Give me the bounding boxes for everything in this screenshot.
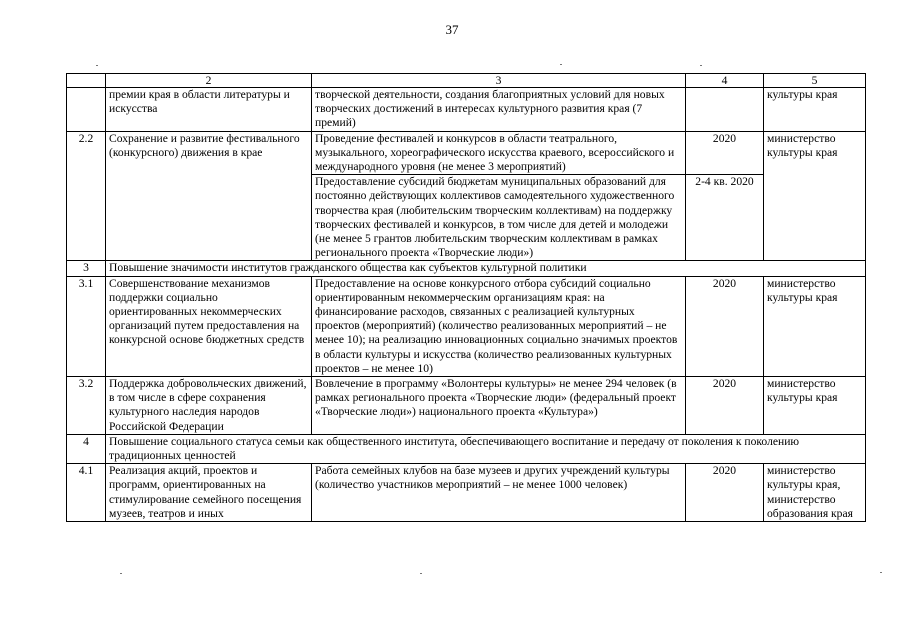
activity-term: 2020 [686,377,764,435]
header-col-5: 5 [764,74,866,88]
scan-speck [700,65,702,66]
header-col-2: 2 [106,74,312,88]
row-number: 3.1 [67,276,106,376]
row-number: 4.1 [67,464,106,522]
activity-name: Сохранение и развитие фестивального (конкурсного) движения в крае [106,131,312,261]
sub-activity: Предоставление субсидий бюджетам муниципальных образований для постоянно действующих коллективов самодеятельного художественного творчества края (любительским творческим коллективам) на поддержку творческих фестивалей и конкурсов, в том числе для детей и молодежи (не менее 5 грантов любительским творческим коллективам в рамках регионального проекта «Творческие люди») [312,174,685,260]
section-title: Повышение значимости институтов гражданского общества как субъектов культурной политики [106,261,866,276]
activity-name: Поддержка добровольческих движений, в том числе в сфере сохранения культурного наследия народов Российской Федерации [106,377,312,435]
scan-speck [96,65,98,66]
responsible-party: министерство культуры края, министерство образования края [764,464,866,522]
activity-name: Реализация акций, проектов и программ, ориентированных на стимулирование семейного посещения музеев, театров и иных [106,464,312,522]
sub-term: 2-4 кв. 2020 [686,174,763,189]
table-row [67,464,866,522]
section-number: 4 [67,434,106,463]
scan-speck [420,573,422,574]
activity-description [312,131,686,261]
responsible-party: культуры края [764,88,866,132]
activity-description: Вовлечение в программу «Волонтеры культуры» не менее 294 человек (в рамках регионального проекта «Творческие люди» (федеральный проект «Творческие люди») национального проекта «Культура») [312,377,686,435]
section-row [67,434,866,463]
table-header-row [67,74,866,88]
activity-term: 2020 [686,464,764,522]
scan-speck [880,572,882,573]
activity-term: 2020 [686,276,764,376]
activity-name: Совершенствование механизмов поддержки социально ориентированных некоммерческих организаций путем предоставления на конкурсной основе бюджетных средств [106,276,312,376]
activity-description: Предоставление на основе конкурсного отбора субсидий социально ориентированным некоммерческим организациям края: на финансирование расходов, связанных с реализацией культурных проектов (мероприятий) (количество реализованных мероприятий – не менее 10); на реализацию инновационных социально значимых проектов в области культуры и искусства (количество реализованных культурных проектов – не менее 10) [312,276,686,376]
section-row [67,261,866,276]
activity-term [686,131,764,261]
table-row [67,377,866,435]
row-number [67,88,106,132]
row-number: 2.2 [67,131,106,261]
table-row [67,88,866,132]
header-col-3: 3 [312,74,686,88]
header-col-1 [67,74,106,88]
activity-description: Работа семейных клубов на базе музеев и других учреждений культуры (количество участников мероприятий – не менее 1000 человек) [312,464,686,522]
header-col-4: 4 [686,74,764,88]
responsible-party: министерство культуры края [764,276,866,376]
activity-name: премии края в области литературы и искусства [106,88,312,132]
sub-term: 2020 [712,131,737,145]
section-title: Повышение социального статуса семьи как общественного института, обеспечивающего воспитание и передачу от поколения к поколению традиционных ценностей [106,434,866,463]
activity-term [686,88,764,132]
plan-table [66,73,866,522]
section-number: 3 [67,261,106,276]
scan-speck [560,64,562,65]
table-row [67,131,866,261]
activity-description: творческой деятельности, создания благоприятных условий для новых творческих достижений в интересах культурного развития края (7 премий) [312,88,686,132]
page-number: 37 [445,22,459,37]
scan-speck [120,573,122,574]
table-row [67,276,866,376]
responsible-party: министерство культуры края [764,377,866,435]
row-number: 3.2 [67,377,106,435]
responsible-party: министерство культуры края [764,131,866,261]
sub-activity: Проведение фестивалей и конкурсов в области театрального, музыкального, хореографического искусства краевого, всероссийского и международного уровня (не менее 3 мероприятий) [315,131,675,174]
